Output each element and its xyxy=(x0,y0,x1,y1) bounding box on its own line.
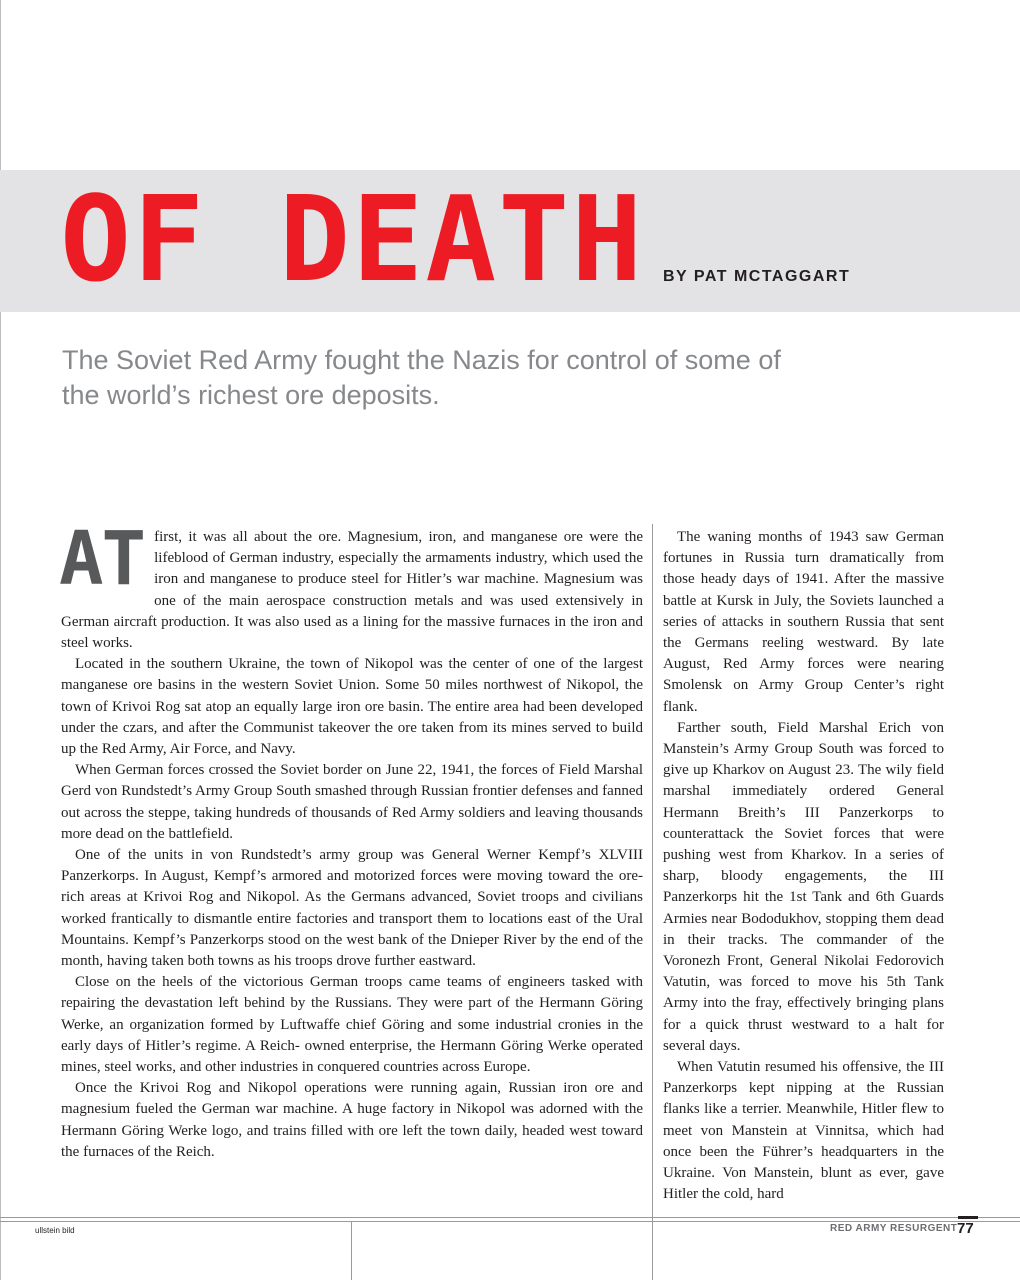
article-column-right xyxy=(663,527,944,1206)
drop-cap: AT xyxy=(59,516,145,602)
footer-divider xyxy=(351,1221,352,1280)
deck-subtitle: The Soviet Red Army fought the Nazis for control of some of the world’s richest ore deposits. xyxy=(62,345,781,410)
paragraph: Close on the heels of the victorious German troops came teams of engineers tasked with repairing the devastation left behind by the Russians. They were part of the Hermann Göring Werke, an organization formed by Luftwaffe chief Göring and some industrial cronies in the early days of Hitler’s regime. A Reich- owned enterprise, the Hermann Göring Werke operated mines, steel works, and other industries in conquered countries across Europe. xyxy=(61,974,643,1076)
paragraph: Farther south, Field Marshal Erich von Manstein’s Army Group South was forced to give up Kharkov on August 23. The wily field marshal immediately ordered General Hermann Breith’s III Panzerkorps to counterattack the Soviet forces that were pushing west from Kharkov. In a series of sharp, bloody engagements, the III Panzerkorps hit the 1st Tank and 6th Guards Armies near Bododukhov, stopping them dead in their tracks. The commander of the Voronezh Front, General Nikolai Fedorovich Vatutin, was forced to move his 5th Tank Army into the fray, effectively bringing plans for a quick thrust westward to a halt for several days. xyxy=(663,719,944,1054)
article-column-left xyxy=(59,516,643,1163)
byline: BY PAT MCTAGGART xyxy=(663,268,851,285)
paragraph: When Vatutin resumed his offensive, the III Panzerkorps kept nipping at the Russian flanks like a terrier. Meanwhile, Hitler flew to meet von Manstein at Vinnitsa, which had once been the Führer’s headquarters in the Ukraine. Von Manstein, blunt as ever, gave Hitler the cold, hard xyxy=(663,1059,944,1203)
running-head: RED ARMY RESURGENT xyxy=(830,1223,958,1234)
paragraph: The waning months of 1943 saw German fortunes in Russia turn dramatically from those heady days of 1941. After the massive battle at Kursk in July, the Soviets launched a series of attacks in southern Russia that sent the Germans reeling westward. By late August, Red Army forces were nearing Smolensk on Army Group Center’s right flank. xyxy=(663,529,944,715)
footer-rule xyxy=(0,1221,1020,1222)
headline: OF DEATH xyxy=(60,170,645,308)
paragraph: When German forces crossed the Soviet border on June 22, 1941, the forces of Field Marshal Gerd von Rundstedt’s Army Group South smashed through Russian frontier defenses and fanned out across the steppe, taking hundreds of thousands of Red Army soldiers and leaving thousands more dead on the battlefield. xyxy=(61,762,643,842)
paragraph: One of the units in von Rundstedt’s army group was General Werner Kempf’s XLVIII Panzerkorps. In August, Kempf’s armored and motorized forces were moving toward the ore-rich areas at Krivoi Rog and Nikopol. As the Germans advanced, Soviet troops and civilians worked frantically to dismantle entire factories and transport them to locations east of the Ural Mountains. Kempf’s Panzerkorps stood on the west bank of the Dnieper River by the end of the month, having taken both towns as his troops drove further eastward. xyxy=(61,847,643,970)
footer-rule xyxy=(0,1217,1020,1218)
column-divider xyxy=(652,524,653,1280)
paragraph: first, it was all about the ore. Magnesium, iron, and manganese ore were the lifeblood of German industry, especially the armaments industry, which used the iron and manganese to produce steel for Hitler’s war machine. Magnesium was one of the main aerospace construction metals and was used extensively in German aircraft production. It was also used as a lining for the massive furnaces in the iron and steel works. xyxy=(61,529,643,652)
paragraph: Once the Krivoi Rog and Nikopol operations were running again, Russian iron ore and magnesium fueled the German war machine. A huge factory in Nikopol was adorned with the Hermann Göring Werke logo, and trains filled with ore left the town daily, headed west toward the furnaces of the Reich. xyxy=(61,1080,643,1160)
folio-bar xyxy=(958,1216,978,1219)
paragraph: Located in the southern Ukraine, the town of Nikopol was the center of one of the largest manganese ore basins in the western Soviet Union. Some 50 miles northwest of Nikopol, the town of Krivoi Rog sat atop an equally large iron ore basin. The entire area had been developed under the czars, and after the Communist takeover the ore taken from its mines served to build up the Red Army, Air Force, and Navy. xyxy=(61,656,643,758)
page-number: 77 xyxy=(957,1220,974,1237)
photo-credit: ullstein bild xyxy=(35,1226,75,1235)
